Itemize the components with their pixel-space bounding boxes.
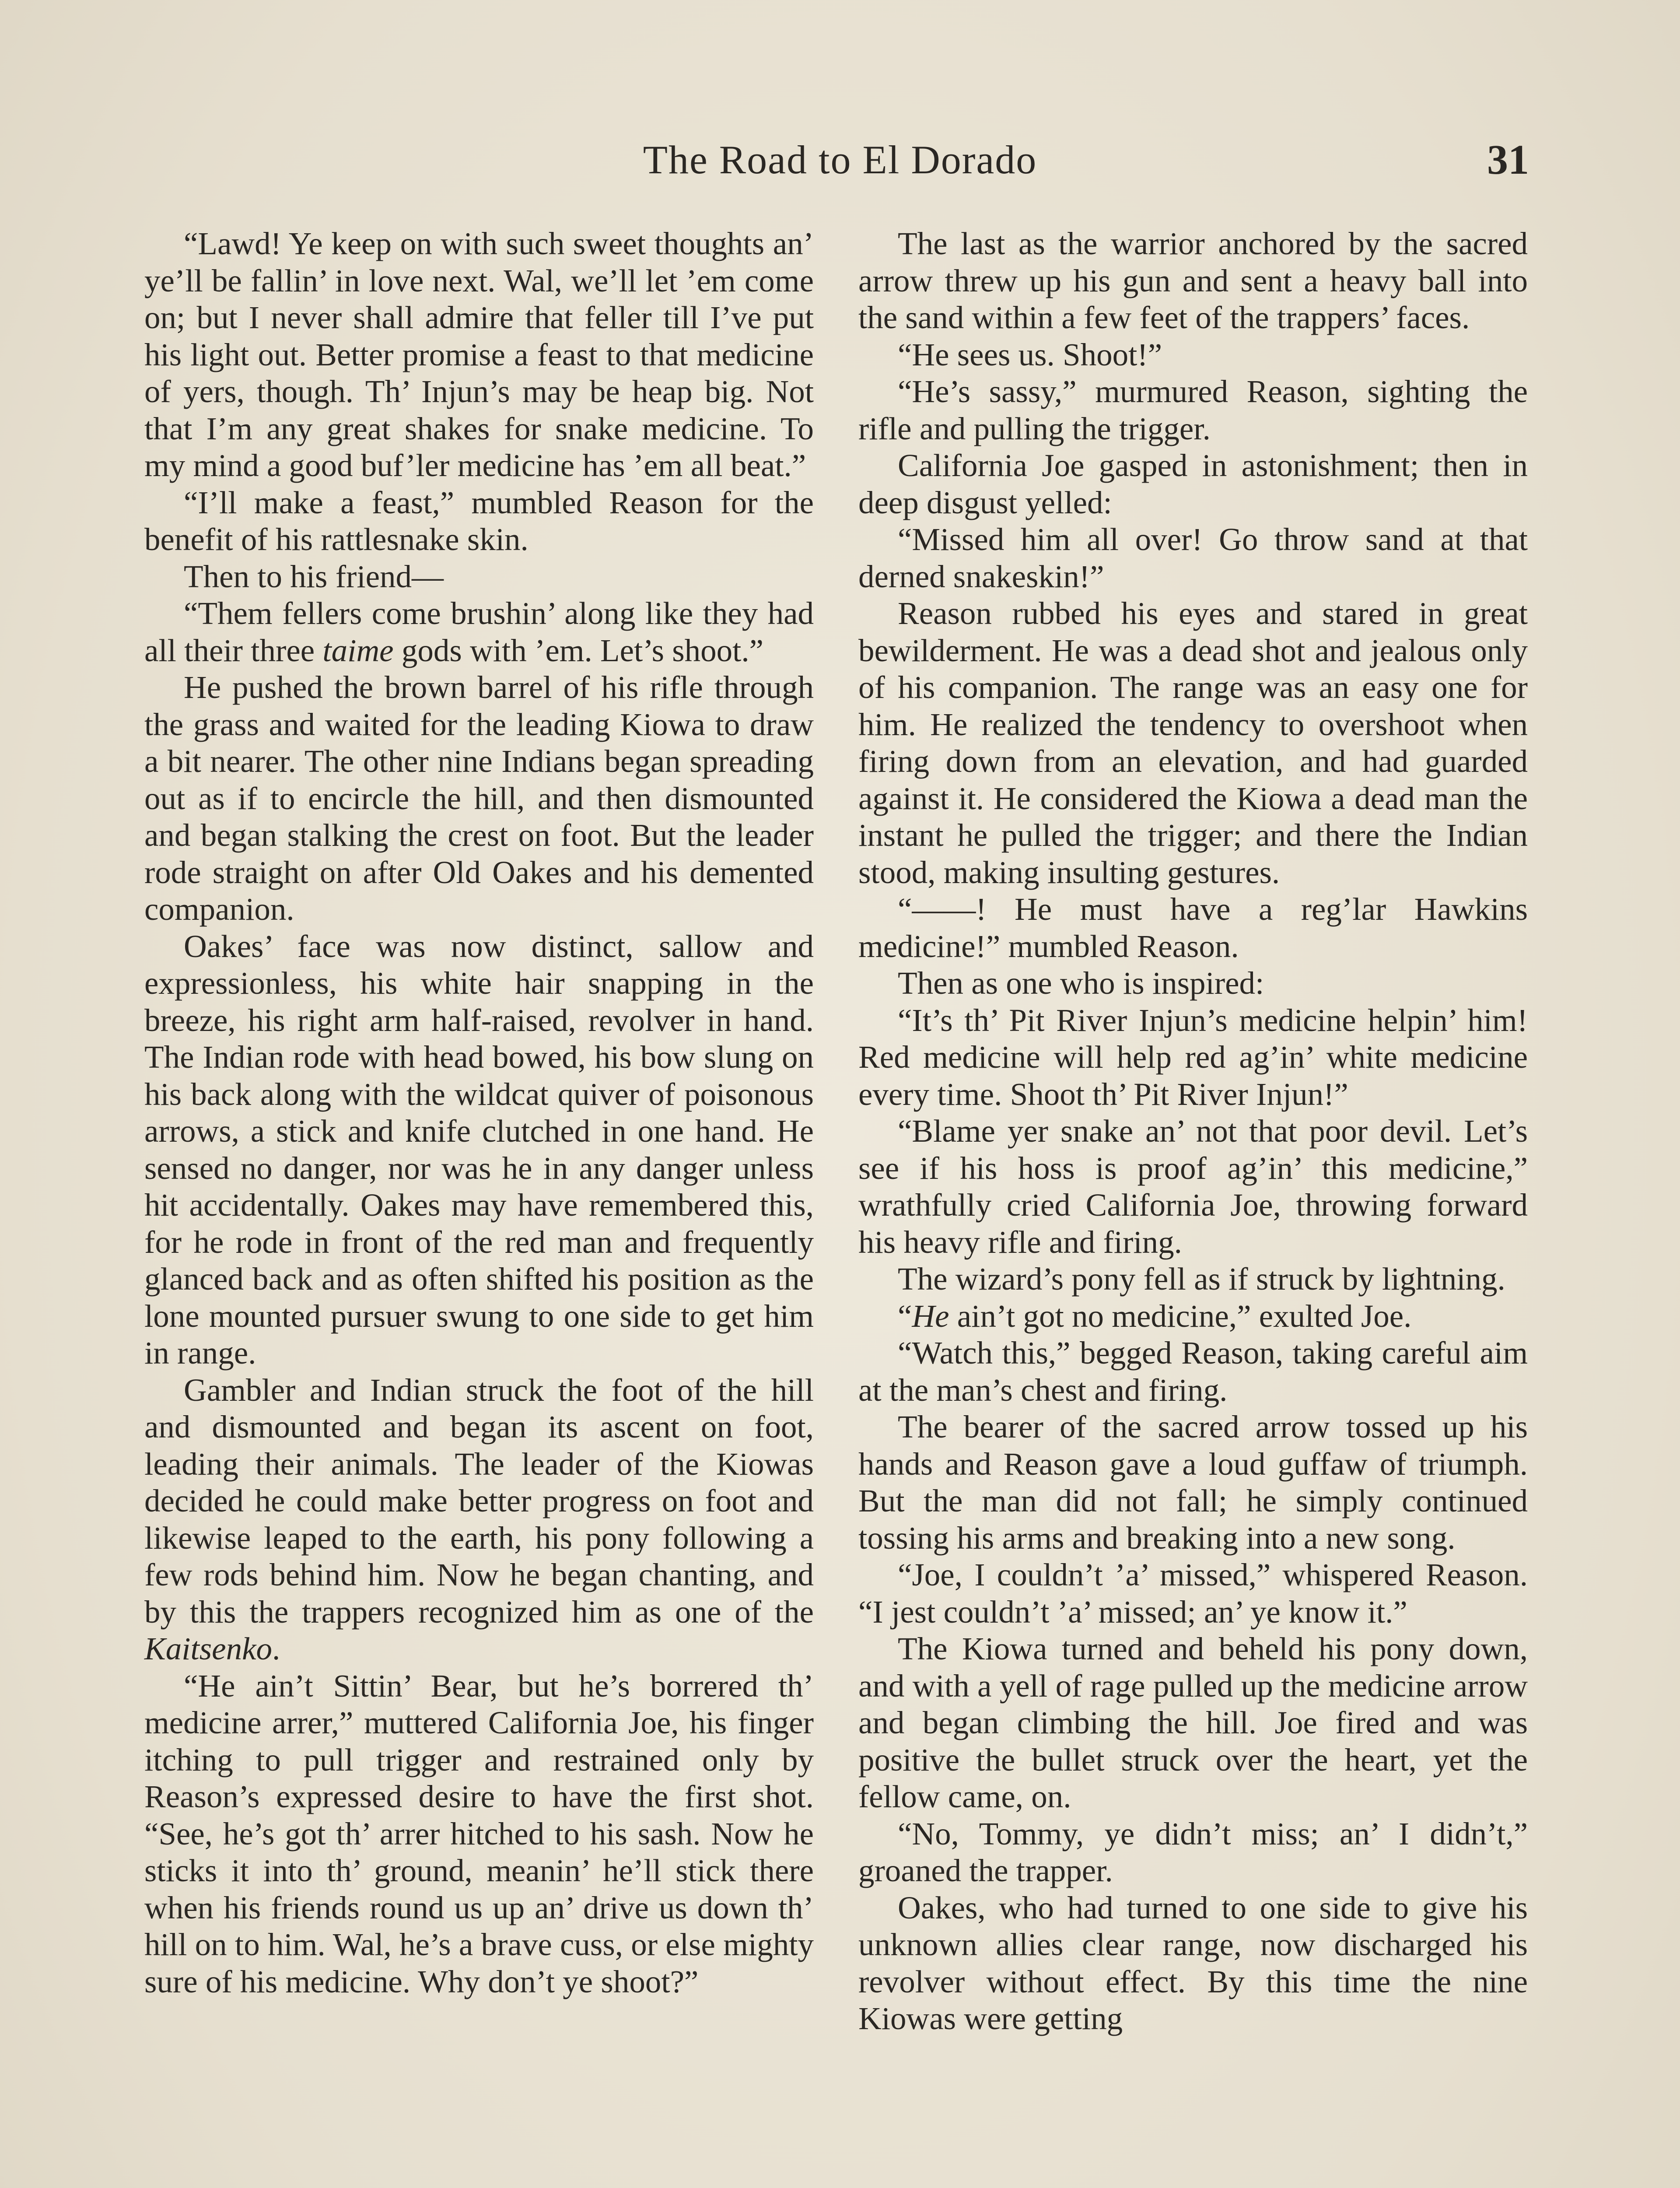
paragraph-text: The Kiowa turned and beheld his pony down, and with a yell of rage pulled up the medicine arrow and began climbing the hill. Joe fired and was positive the bullet struck over the heart, yet the fellow came, on. [858, 1631, 1528, 1814]
paragraph-text: “No, Tommy, ye didn’t miss; an’ I didn’t,” groaned the trapper. [858, 1816, 1528, 1888]
paragraph [858, 1557, 1528, 1630]
paragraph [144, 595, 814, 669]
paragraph [858, 1298, 1528, 1335]
paragraph [858, 1630, 1528, 1816]
paragraph [858, 225, 1528, 337]
paragraph [858, 1890, 1528, 2037]
paragraph [144, 225, 814, 484]
paragraph [858, 1261, 1528, 1298]
paragraph [858, 337, 1528, 374]
paragraph [144, 558, 814, 596]
paragraph-text: . [272, 1631, 280, 1666]
paragraph-text: “He ain’t Sittin’ Bear, but he’s borrered th’ medicine arrer,” muttered California Joe, his finger itching to pull trigger and restrained only by Reason’s expressed desire to have the first shot. “See, he’s got th’ arrer hitched to his sash. Now he sticks it into th’ ground, meanin’ he’ll stick there when his friends round us up an’ drive us down th’ hill on to him. Wal, he’s a brave cuss, or else mighty sure of his medicine. Why don’t ye shoot?” [144, 1668, 814, 1999]
paragraph-text: “I’ll make a feast,” mumbled Reason for the benefit of his rattlesnake skin. [144, 484, 814, 557]
paragraph-text: Oakes’ face was now distinct, sallow and expressionless, his white hair snapping in the breeze, his right arm half-raised, revolver in hand. The Indian rode with head bowed, his bow slung on his back along with the wildcat quiver of poisonous arrows, a stick and knife clutched in one hand. He sensed no danger, nor was he in any danger unless hit accidentally. Oakes may have remembered this, for he rode in front of the red man and frequently glanced back and as often shifted his position as the lone mounted pursuer swung to one side to get him in range. [144, 928, 814, 1371]
paragraph-text: The last as the warrior anchored by the sacred arrow threw up his gun and sent a heavy ball into the sand within a few feet of the trappers’ faces. [858, 226, 1528, 335]
paragraph-text: Then to his friend— [184, 558, 444, 594]
paragraph [858, 1002, 1528, 1113]
paragraph-text: The bearer of the sacred arrow tossed up his hands and Reason gave a loud guffaw of triumph. But the man did not fall; he simply continued tossing his arms and breaking into a new song. [858, 1409, 1528, 1556]
running-title: The Road to El Dorado [643, 137, 1037, 182]
paragraph [858, 1113, 1528, 1261]
paragraph-text: “It’s th’ Pit River Injun’s medicine helpin’ him! Red medicine will help red ag’in’ white medicine every time. Shoot th’ Pit River Injun!” [858, 1002, 1528, 1112]
paragraph-text: “Missed him all over! Go throw sand at that derned snakeskin!” [858, 522, 1528, 594]
paragraph-text: “ [898, 1298, 912, 1334]
page-number: 31 [1487, 136, 1529, 183]
paragraph [858, 1816, 1528, 1890]
paragraph-text: California Joe gasped in astonishment; then in deep disgust yelled: [858, 448, 1528, 520]
paragraph-text: gods with ’em. Let’s shoot.” [393, 632, 764, 668]
paragraph-text: “——! He must have a reg’lar Hawkins medicine!” mumbled Reason. [858, 891, 1528, 964]
paragraph [858, 1335, 1528, 1409]
paragraph [858, 373, 1528, 447]
paragraph [858, 965, 1528, 1002]
paragraph-text: Oakes, who had turned to one side to give his unknown allies clear range, now discharged his revolver without effect. By this time the nine Kiowas were getting [858, 1890, 1528, 2036]
paragraph [858, 891, 1528, 965]
running-header [0, 127, 1680, 193]
paragraph-text: The wizard’s pony fell as if struck by lightning. [898, 1261, 1505, 1297]
paragraph-text: “He’s sassy,” murmured Reason, sighting the rifle and pulling the trigger. [858, 374, 1528, 446]
paragraph-text: “He sees us. Shoot!” [898, 337, 1162, 372]
right-text-column [858, 225, 1528, 2037]
italic-text: He [912, 1298, 949, 1334]
paragraph [144, 1668, 814, 2001]
paragraph [858, 1409, 1528, 1557]
paragraph-text: “Blame yer snake an’ not that poor devil. Let’s see if his hoss is proof ag’in’ this medicine,” wrathfully cried California Joe, throwing forward his heavy rifle and firing. [858, 1113, 1528, 1260]
italic-text: Kaitsenko [144, 1631, 272, 1666]
left-text-column [144, 225, 814, 2000]
paragraph-text: ain’t got no medicine,” exulted Joe. [949, 1298, 1412, 1334]
italic-text: taime [322, 632, 394, 668]
paragraph [144, 928, 814, 1372]
paragraph-text: Gambler and Indian struck the foot of the hill and dismounted and began its ascent on foot, leading their animals. The leader of the Kiowas decided he could make better progress on foot and likewise leaped to the earth, his pony following a few rods behind him. Now he began chanting, and by this the trappers recognized him as one of the [144, 1372, 814, 1630]
paragraph-text: “Joe, I couldn’t ’a’ missed,” whispered Reason. “I jest couldn’t ’a’ missed; an’ ye know it.” [858, 1557, 1528, 1630]
paragraph [858, 595, 1528, 891]
paragraph [858, 447, 1528, 521]
paragraph [144, 669, 814, 928]
paragraph-text: He pushed the brown barrel of his rifle through the grass and waited for the leading Kiowa to draw a bit nearer. The other nine Indians began spreading out as if to encircle the hill, and then dismounted and began stalking the crest on foot. But the leader rode straight on after Old Oakes and his demented companion. [144, 670, 814, 927]
paragraph-text: “Them fellers come brushin’ along like they had all their three [144, 596, 814, 668]
paragraph-text: Reason rubbed his eyes and stared in great bewilderment. He was a dead shot and jealous only of his companion. The range was an easy one for him. He realized the tendency to overshoot when firing down from an elevation, and had guarded against it. He considered the Kiowa a dead man the instant he pulled the trigger; and there the Indian stood, making insulting gestures. [858, 596, 1528, 890]
paragraph-text: Then as one who is inspired: [898, 965, 1264, 1001]
paragraph [144, 484, 814, 558]
paragraph-text: “Lawd! Ye keep on with such sweet thoughts an’ ye’ll be fallin’ in love next. Wal, we’ll let ’em come on; but I never shall admire that feller till I’ve put his light out. Better promise a feast to that medicine of yers, though. Th’ Injun’s may be heap big. Not that I’m any great shakes for snake medicine. To my mind a good buf’ler medicine has ’em all beat.” [144, 226, 814, 483]
paragraph-text: “Watch this,” begged Reason, taking careful aim at the man’s chest and firing. [858, 1335, 1528, 1408]
paragraph [144, 1372, 814, 1668]
paragraph [858, 521, 1528, 595]
